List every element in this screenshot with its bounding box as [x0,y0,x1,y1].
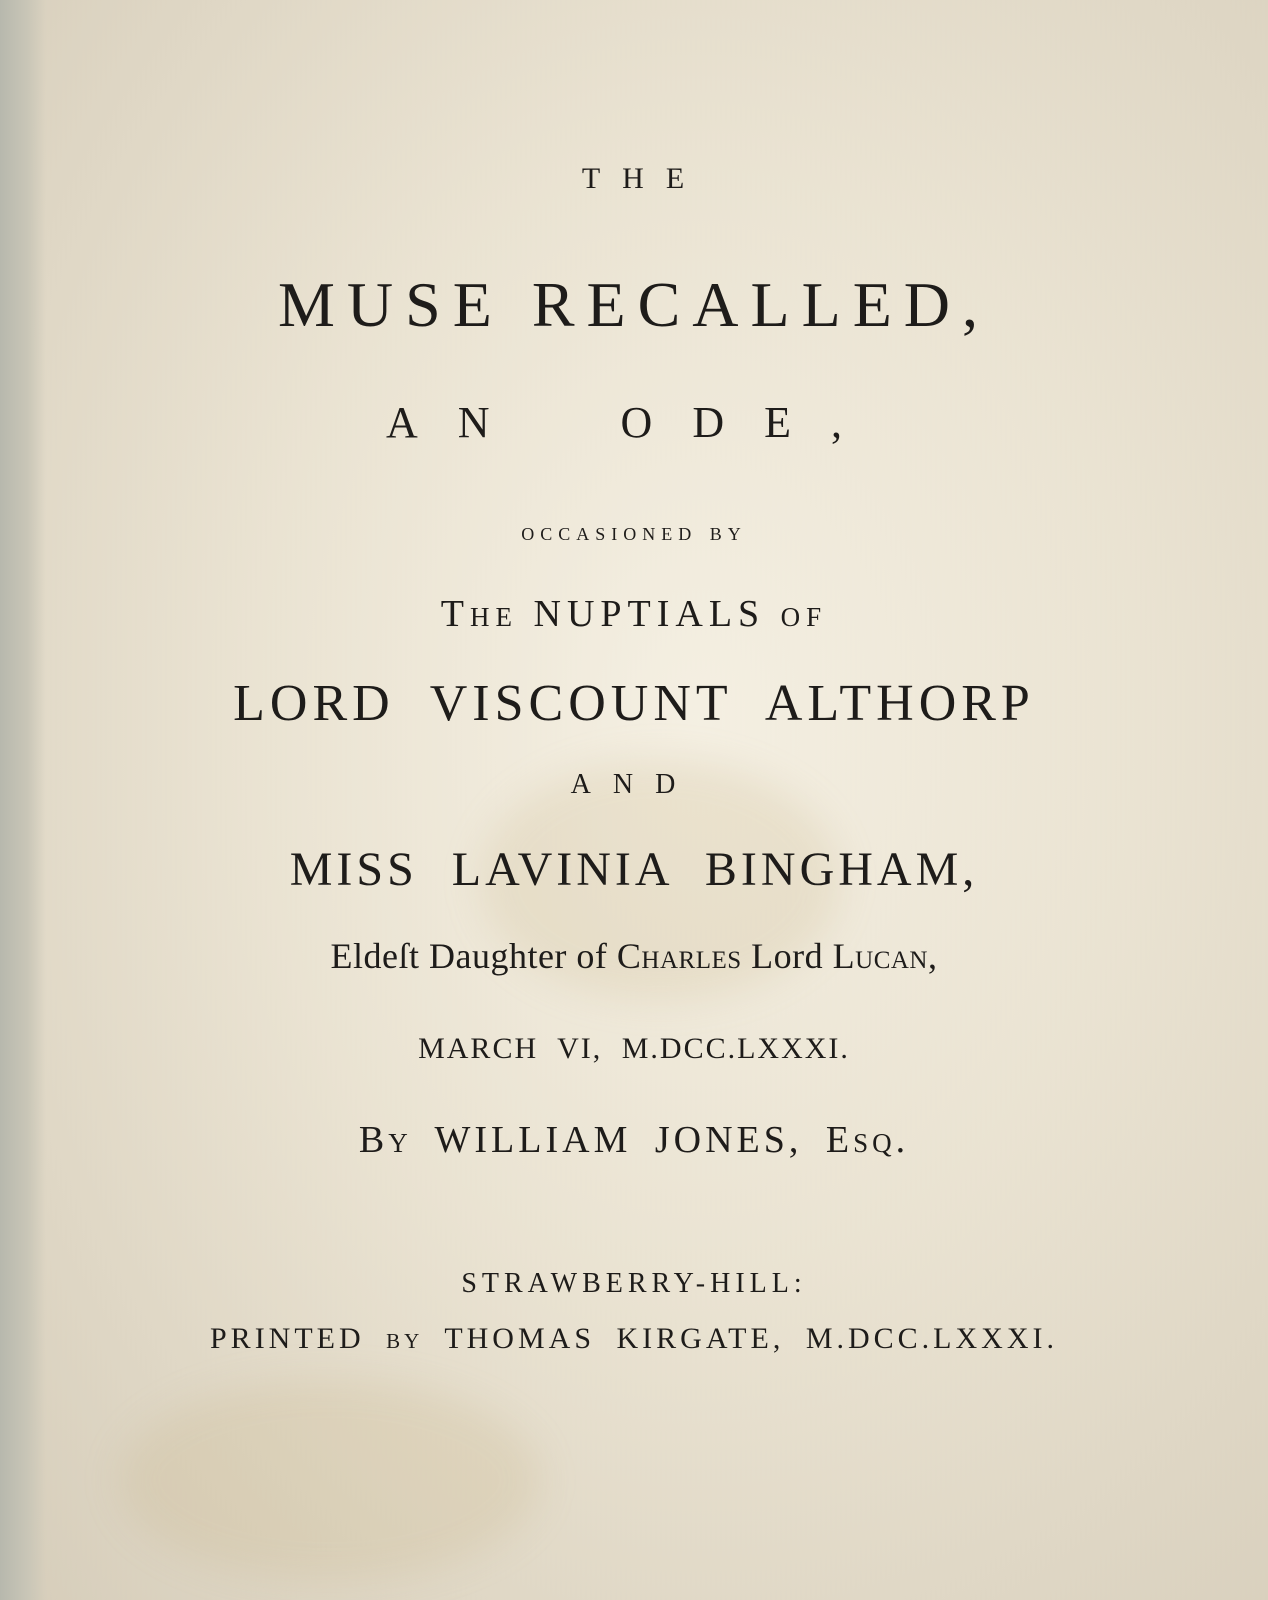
groom-name: LORD VISCOUNT ALTHORP [233,675,1035,732]
subtitle: AN ODE, [386,398,882,447]
by-prefix: By [358,1119,412,1161]
bride-description-prefix: Eldeſt Daughter of [330,936,617,976]
printer-name: THOMAS KIRGATE, M.DCC.LXXXI. [423,1322,1058,1355]
author-name: WILLIAM JONES, [411,1119,826,1161]
father-title: Lucan [832,936,928,976]
bride-description-suffix: , [927,936,938,976]
bride-description [0,935,1268,977]
author-suffix: Esq. [825,1119,910,1161]
imprint-place: STRAWBERRY-HILL: [461,1268,807,1299]
occasioned-by: occasioned by [521,517,747,546]
father-first-name: Charles [616,936,742,976]
title-article: THE [581,162,707,195]
printed-by: by [386,1322,424,1355]
imprint-printer [0,1322,1268,1356]
conjunction: AND [570,769,698,800]
bride-description-mid: Lord [741,936,833,976]
wedding-date: MARCH VI, M.DCC.LXXXI. [418,1032,850,1065]
author-line [0,1118,1268,1162]
nuptials-line: The NUPTIALS of [440,593,828,635]
bride-name: MISS LAVINIA BINGHAM, [289,843,979,896]
printed-prefix: PRINTED [210,1322,387,1355]
main-title: MUSE RECALLED, [278,269,990,340]
foxing-stain [120,1380,540,1580]
